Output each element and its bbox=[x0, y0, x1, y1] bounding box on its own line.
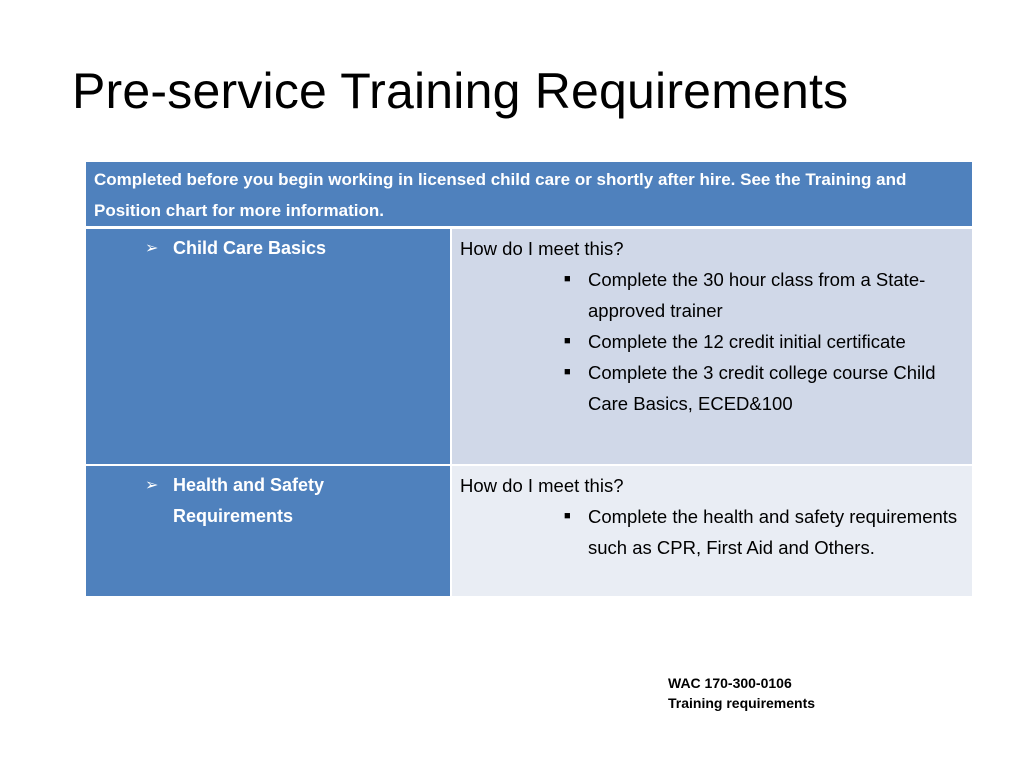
method-cell bbox=[452, 229, 972, 466]
square-bullet-icon: ■ bbox=[564, 273, 571, 285]
method-list bbox=[460, 264, 972, 419]
method-cell bbox=[452, 466, 972, 596]
method-list bbox=[460, 501, 972, 563]
requirements-table bbox=[86, 162, 972, 596]
arrow-bullet-icon: ➢ bbox=[145, 477, 159, 494]
method-question: How do I meet this? bbox=[460, 238, 624, 259]
slide-title: Pre-service Training Requirements bbox=[72, 63, 849, 119]
footnote-reference: WAC 170-300-0106 bbox=[668, 675, 792, 691]
list-item bbox=[564, 501, 972, 563]
square-bullet-icon: ■ bbox=[564, 366, 571, 378]
method-question: How do I meet this? bbox=[460, 475, 624, 496]
footnote bbox=[668, 673, 815, 713]
list-item-text: Complete the health and safety requirements such as CPR, First Aid and Others. bbox=[588, 506, 958, 558]
topic-label: Health and Safety Requirements bbox=[173, 475, 325, 526]
table-row bbox=[86, 466, 972, 596]
arrow-bullet-icon: ➢ bbox=[145, 240, 159, 257]
topic-cell bbox=[86, 229, 452, 466]
list-item bbox=[564, 357, 972, 419]
list-item-text: Complete the 12 credit initial certificate bbox=[588, 331, 906, 352]
topic-label: Child Care Basics bbox=[173, 238, 327, 258]
list-item bbox=[564, 326, 972, 357]
list-item-text: Complete the 3 credit college course Child Care Basics, ECED&100 bbox=[588, 362, 936, 414]
table-row bbox=[86, 229, 972, 466]
topic-cell bbox=[86, 466, 452, 596]
square-bullet-icon: ■ bbox=[564, 510, 571, 522]
list-item bbox=[564, 264, 972, 326]
table-header: Completed before you begin working in licensed child care or shortly after hire. See the Training and Position chart for more information. bbox=[86, 162, 972, 229]
footnote-caption: Training requirements bbox=[668, 695, 816, 711]
square-bullet-icon: ■ bbox=[564, 335, 571, 347]
table-header-row bbox=[86, 162, 972, 229]
list-item-text: Complete the 30 hour class from a State-approved trainer bbox=[588, 269, 926, 321]
